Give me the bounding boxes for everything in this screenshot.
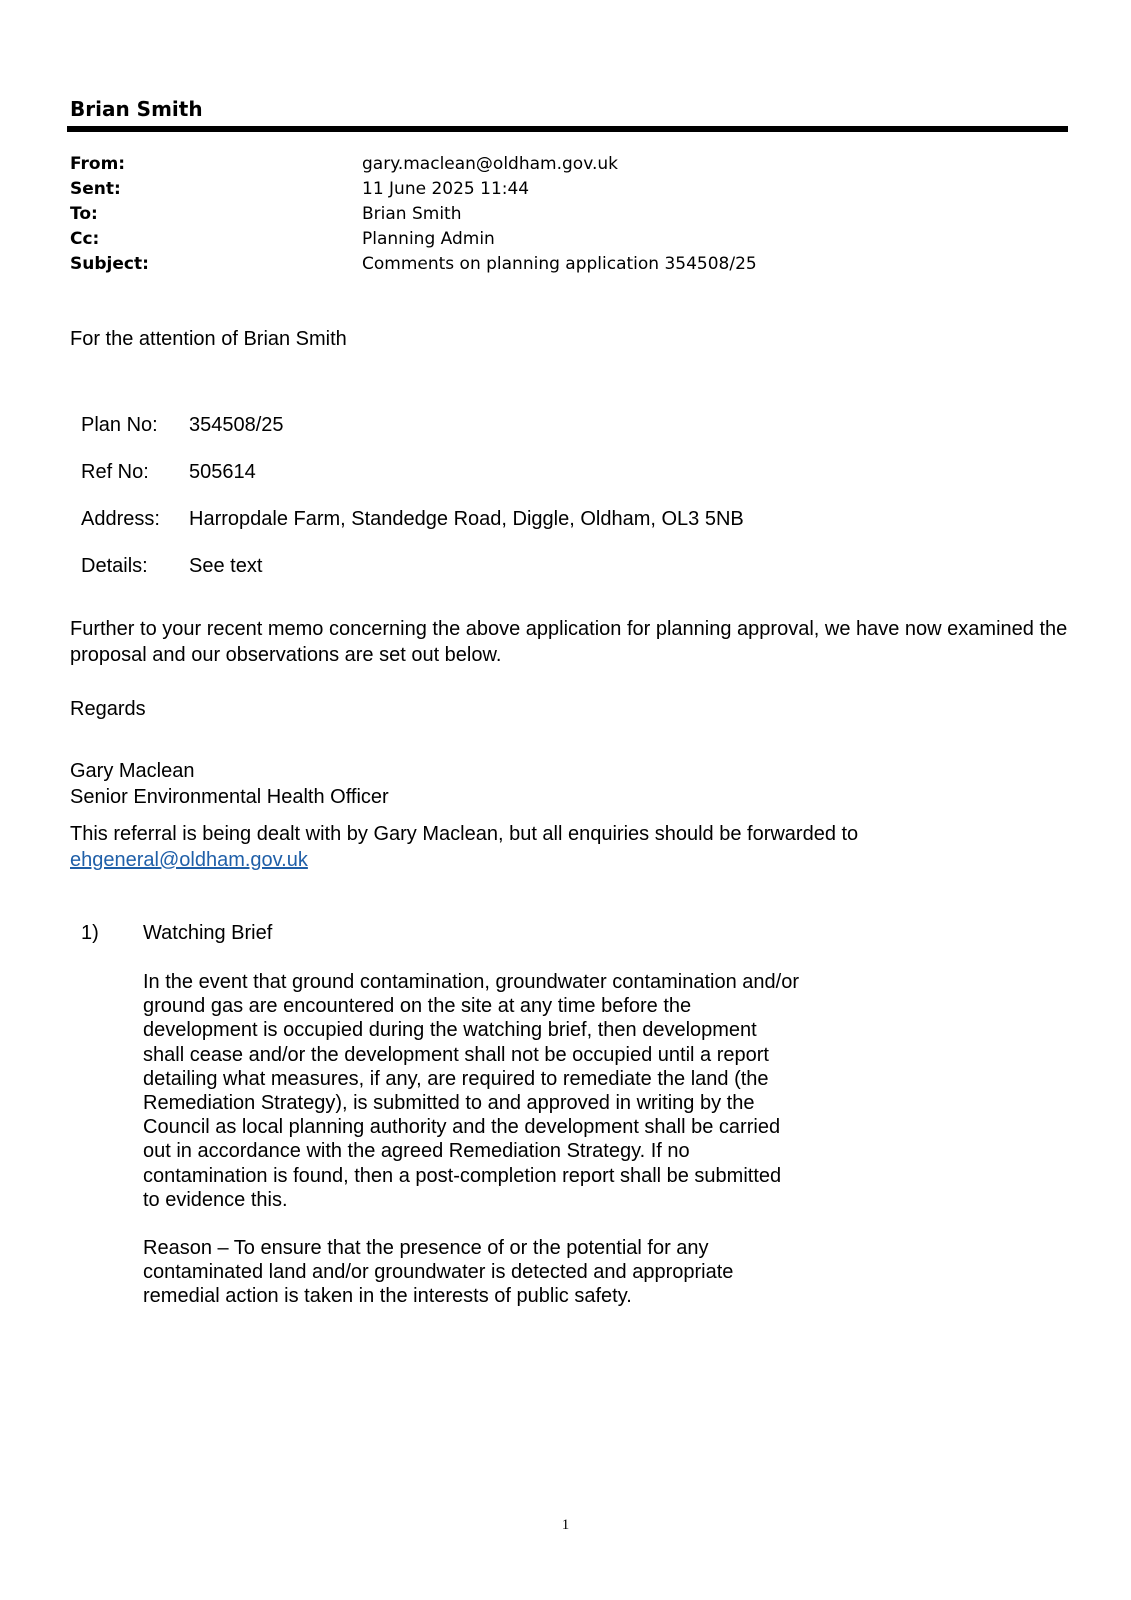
plan-label: Ref No: bbox=[81, 461, 149, 483]
header-row-cc bbox=[70, 227, 757, 252]
header-row-sent bbox=[70, 177, 757, 202]
ref-no-value: 505614 bbox=[189, 461, 256, 483]
plan-no-value: 354508/25 bbox=[189, 414, 284, 436]
header-divider bbox=[67, 126, 1068, 132]
signature-block bbox=[70, 758, 389, 810]
header-label: Sent: bbox=[70, 179, 121, 199]
mailbox-owner-name: Brian Smith bbox=[70, 97, 203, 121]
condition-reason: Reason – To ensure that the presence of or the potential for any contaminated land and/or groundwater is detected and appropriate remedial action is taken in the interests of public safety. bbox=[143, 1237, 734, 1308]
plan-row-address bbox=[81, 507, 744, 554]
condition-title: Watching Brief bbox=[143, 922, 273, 944]
subject-value: Comments on planning application 354508/25 bbox=[362, 254, 757, 274]
plan-row-plan-no bbox=[81, 413, 744, 460]
referral-paragraph bbox=[70, 821, 1070, 873]
header-row-to bbox=[70, 202, 757, 227]
details-value: See text bbox=[189, 555, 263, 577]
plan-row-details bbox=[81, 554, 744, 601]
header-label: To: bbox=[70, 204, 98, 224]
header-label: From: bbox=[70, 154, 126, 174]
from-value: gary.maclean@oldham.gov.uk bbox=[362, 154, 618, 174]
header-label: Cc: bbox=[70, 229, 100, 249]
sent-value: 11 June 2025 11:44 bbox=[362, 179, 530, 199]
plan-label: Address: bbox=[81, 508, 160, 530]
header-row-from bbox=[70, 152, 757, 177]
email-header bbox=[70, 152, 757, 277]
attention-line: For the attention of Brian Smith bbox=[70, 328, 347, 350]
header-label: Subject: bbox=[70, 254, 149, 274]
signature-name: Gary Maclean bbox=[70, 760, 195, 782]
regards-line: Regards bbox=[70, 698, 146, 720]
plan-label: Details: bbox=[81, 555, 148, 577]
enquiries-email-link[interactable]: ehgeneral@oldham.gov.uk bbox=[70, 849, 308, 871]
intro-paragraph: Further to your recent memo concerning the above application for planning approval, we have now examined the proposal and our observations are set out below. bbox=[70, 618, 1068, 666]
plan-details bbox=[81, 413, 744, 601]
plan-label: Plan No: bbox=[81, 414, 158, 436]
signature-role: Senior Environmental Health Officer bbox=[70, 786, 389, 808]
referral-text: This referral is being dealt with by Gary Maclean, but all enquiries should be forwarded to bbox=[70, 823, 859, 845]
condition-number: 1) bbox=[81, 922, 99, 944]
header-row-subject bbox=[70, 252, 757, 277]
cc-value: Planning Admin bbox=[362, 229, 495, 249]
plan-row-ref-no bbox=[81, 460, 744, 507]
condition-body: In the event that ground contamination, groundwater contamination and/or ground gas are encountered on the site at any time before the development is occupied during the watching brief, then development shall cease and/or the development shall not be occupied until a report detailing what measures, if any, are required to remediate the land (the Remediation Strategy), is submitted to and approved in writing by the Council as local planning authority and the development shall be carried out in accordance with the agreed Remediation Strategy. If no contamination is found, then a post-completion report shall be submitted to evidence this. bbox=[143, 971, 799, 1211]
address-value: Harropdale Farm, Standedge Road, Diggle, Oldham, OL3 5NB bbox=[189, 508, 744, 530]
to-value: Brian Smith bbox=[362, 204, 462, 224]
page-number: 1 bbox=[561, 1517, 570, 1533]
